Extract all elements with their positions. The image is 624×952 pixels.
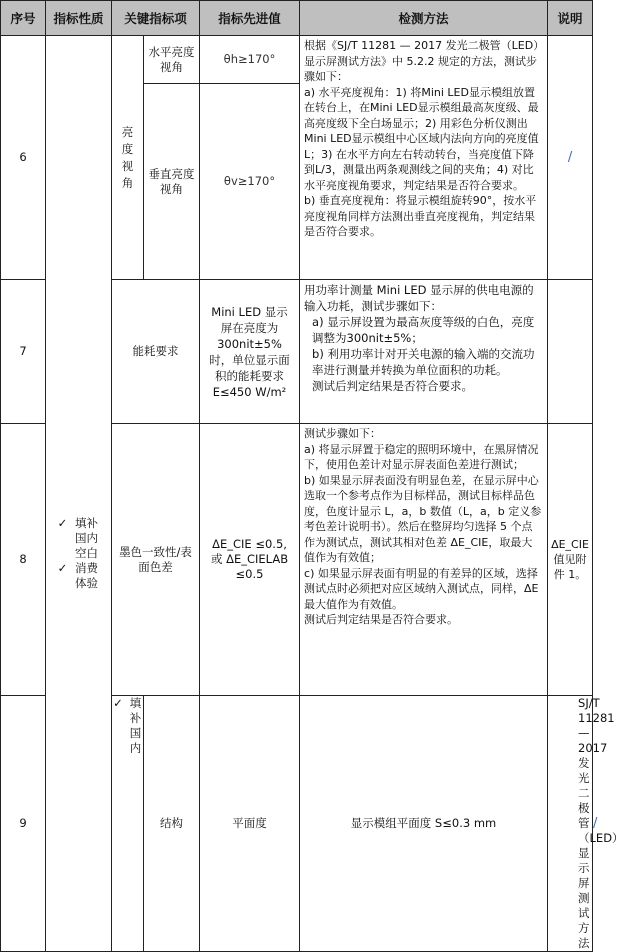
header-row bbox=[1, 1, 593, 36]
nature-label-2: 消费体验 bbox=[75, 561, 98, 590]
nature-item-2 bbox=[46, 561, 111, 591]
row6-sub1-value: θh≥170° bbox=[200, 36, 300, 84]
nature-label-1: 填补国内空白 bbox=[75, 516, 98, 560]
table-row-6 bbox=[1, 36, 593, 84]
check-icon: ✓ bbox=[57, 561, 68, 575]
row6-key-item-text: 亮度视角 bbox=[121, 124, 134, 190]
row8-method-p1: a) 将显示屏置于稳定的照明环境中，在黑屏情况下，使用色差计对显示屏表面色差进行测试； bbox=[304, 442, 539, 471]
row9-value: 显示模组平面度 S≤0.3 mm bbox=[300, 696, 548, 952]
row9-nature bbox=[112, 696, 144, 952]
row7-method-p2: b) 利用功率计对开关电源的输入端的交流功率进行测量并转换为单位面积的功耗。 bbox=[312, 347, 535, 377]
row7-method-p3: 测试后判定结果是否符合要求。 bbox=[312, 379, 474, 393]
table-row-9: 9 ✓ 填补国内 结构 平面度 显示模组平面度 S≤0.3 mm SJ/T 11281—2017 发光二极管（LED）显示屏测试方法 / bbox=[1, 696, 593, 952]
header-key-item: 关键指标项 bbox=[112, 1, 200, 36]
row7-note bbox=[548, 280, 593, 424]
check-icon: ✓ bbox=[57, 516, 68, 530]
row8-value: ΔE_CIE ≤0.5, 或 ΔE_CIELAB ≤0.5 bbox=[200, 424, 300, 696]
row8-method-p0: 测试步骤如下： bbox=[304, 427, 382, 440]
header-value: 指标先进值 bbox=[200, 1, 300, 36]
row6-method-p0: 根据《SJ/T 11281 — 2017 发光二极管（LED）显示屏测试方法》中 5.2.2 规定的方法，测试步骤如下： bbox=[304, 39, 539, 83]
row6-method-p2: b) 垂直亮度视角：将显示模组旋转90°，按水平亮度视角同样方法测出垂直亮度视角，判定结果是否符合要求。 bbox=[304, 194, 537, 238]
row9-key-item: 平面度 bbox=[200, 696, 300, 952]
check-icon: ✓ bbox=[113, 696, 123, 710]
row8-method bbox=[300, 424, 548, 696]
row6-sub2: 垂直亮度视角 bbox=[144, 84, 200, 280]
row6-no: 6 bbox=[1, 36, 46, 280]
row9-no: 9 bbox=[1, 696, 46, 952]
row7-method bbox=[300, 280, 548, 424]
row8-no: 8 bbox=[1, 424, 46, 696]
row9-method: SJ/T 11281—2017 发光二极管（LED）显示屏测试方法 bbox=[548, 696, 593, 952]
row7-method-p0: 用功率计测量 Mini LED 显示屏的供电电源的输入功耗，测试步骤如下： bbox=[304, 283, 534, 313]
row7-no: 7 bbox=[1, 280, 46, 424]
row6-method bbox=[300, 36, 548, 280]
row8-note: ΔE_CIE 值见附件 1。 bbox=[548, 424, 593, 696]
row6-method-p1: a) 水平亮度视角：1) 将Mini LED显示模组放置在转台上，在Mini LED显示模组最高灰度级、最高亮度级下全白场显示；2) 用彩色分析仪测出Mini LED显示模组中心区域内法向方向的亮度值L；3) 在水平方向左右转动转台，当亮度值下降到L/3，测量出两条观测线之间的夹角；4) 对比水平亮度视角要求，判定结果是否符合要求。 bbox=[304, 85, 539, 192]
row7-key-item: 能耗要求 bbox=[112, 280, 200, 424]
row9-nature-label: 填补国内 bbox=[129, 696, 142, 755]
row8-method-p3: c) 如果显示屏表面有明显的有差异的区域，选择测试点时必须把对应区域纳入测试点，同样，ΔE 最大值作为有效值。 bbox=[304, 566, 539, 611]
row6-sub1: 水平亮度视角 bbox=[144, 36, 200, 84]
header-nature: 指标性质 bbox=[46, 1, 112, 36]
header-method: 检测方法 bbox=[300, 1, 548, 36]
row8-method-p4: 测试后判定结果是否符合要求。 bbox=[304, 613, 459, 626]
row6-key-item bbox=[112, 36, 144, 280]
header-no: 序号 bbox=[1, 1, 46, 36]
header-note: 说明 bbox=[548, 1, 593, 36]
row7-value: Mini LED 显示屏在亮度为300nit±5%时，单位显示面积的能耗要求E≤450 W/m² bbox=[200, 280, 300, 424]
row8-method-p2: b) 如果显示屏表面没有明显色差，在显示屏中心选取一个参考点作为目标样品，测试目标样品色度，色度计显示 L，a，b 数值（L，a，b 定义参考色差计说明书）。然后在整屏均匀选择 5 个点作为测试点，测试其相对色差 ΔE_CIE，取最大值作为有效值； bbox=[304, 473, 542, 564]
row8-key-item: 墨色一致性/表面色差 bbox=[112, 424, 200, 696]
row6-note: / bbox=[548, 36, 593, 280]
row7-method-p1: a) 显示屏设置为最高灰度等级的白色，亮度调整为300nit±5%； bbox=[312, 315, 535, 345]
row6-sub2-value: θv≥170° bbox=[200, 84, 300, 280]
row9-category: 结构 bbox=[144, 696, 200, 952]
nature-item-1 bbox=[46, 516, 111, 561]
nature-cell-6-8 bbox=[46, 36, 112, 952]
